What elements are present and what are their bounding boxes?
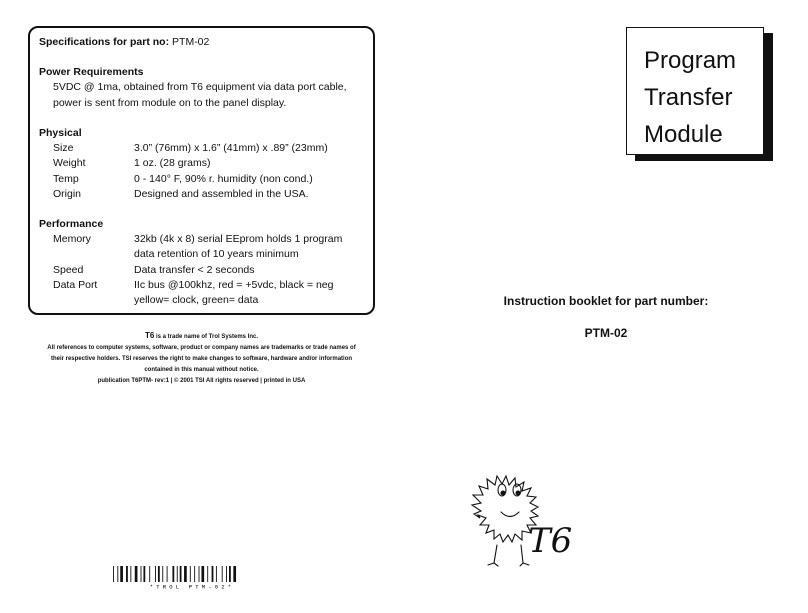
barcode-bar <box>177 566 178 582</box>
barcode-bar <box>155 566 156 582</box>
spec-value: 1 oz. (28 grams) <box>134 157 211 170</box>
spec-key: Memory <box>53 233 91 246</box>
barcode-bar <box>199 566 200 582</box>
barcode <box>112 566 272 590</box>
spec-key: Size <box>53 142 74 154</box>
spec-value: yellow= clock, green= data <box>134 294 259 307</box>
performance-section <box>39 217 373 308</box>
spec-key: Origin <box>53 187 82 200</box>
spec-row <box>39 293 373 308</box>
spec-value: 0 - 140° F, 90% r. humidity (non cond.) <box>134 172 313 185</box>
spec-title <box>39 36 373 48</box>
barcode-bar <box>216 566 217 582</box>
barcode-bar <box>120 566 123 582</box>
mascot-t6-text: T6 <box>528 521 573 561</box>
trademark-text: is a trade name of Trol Systems Inc. <box>154 334 259 340</box>
barcode-bars <box>113 566 236 582</box>
spec-key: Weight <box>53 157 86 170</box>
barcode-bar <box>222 566 223 582</box>
spec-row <box>39 156 373 171</box>
barcode-text: *TROL PTM-02* <box>149 583 235 590</box>
barcode-bar <box>149 566 150 582</box>
trademark-name: T6 <box>144 331 155 340</box>
spec-row <box>39 232 373 247</box>
spec-row <box>39 263 373 278</box>
barcode-bar <box>226 566 227 582</box>
barcode-bar <box>212 566 214 582</box>
publication-line: publication T6PTM- rev:1 | © 2001 TSI All rights reserved | printed in USA <box>97 378 306 384</box>
specifications-box <box>28 26 375 315</box>
barcode-bar <box>207 566 208 582</box>
barcode-bar <box>167 566 168 582</box>
instruction-part-number: PTM-02 <box>584 326 628 340</box>
title-line: Program <box>644 47 737 74</box>
t6-mascot-illustration <box>464 456 582 572</box>
legal-footer <box>28 330 375 387</box>
legal-line: their respective holders. TSI reserves the right to make changes to software, hardware and/or information <box>50 356 353 362</box>
physical-heading: Physical <box>39 127 82 139</box>
barcode-bar <box>158 566 160 582</box>
spec-key <box>39 247 134 262</box>
barcode-bar <box>180 566 182 582</box>
spec-row <box>39 141 373 156</box>
spec-key: Data Port <box>53 279 98 292</box>
spec-key <box>39 293 134 308</box>
barcode-bar <box>184 566 187 582</box>
power-heading: Power Requirements <box>39 66 144 78</box>
spec-key: Speed <box>53 263 84 276</box>
legal-line: contained in this manual without notice. <box>144 367 259 373</box>
spec-key: Temp <box>53 172 79 185</box>
mascot-smile <box>501 512 519 517</box>
barcode-bar <box>172 566 174 582</box>
power-section <box>39 65 373 111</box>
barcode-bar <box>143 566 145 582</box>
spec-title-value: PTM-02 <box>169 36 210 48</box>
spec-value: 3.0” (76mm) x 1.6” (41mm) x .89” (23mm) <box>134 142 328 154</box>
spec-value: IIc bus @100khz, red = +5vdc, black = neg <box>134 279 334 292</box>
performance-heading: Performance <box>39 218 104 231</box>
spec-value: data retention of 10 years minimum <box>134 248 299 261</box>
spec-title-label: Specifications for part no: <box>39 36 170 48</box>
title-box <box>626 27 764 155</box>
spec-value: Designed and assembled in the USA. <box>134 187 309 200</box>
barcode-bar <box>141 566 142 582</box>
title-line: Transfer <box>644 84 733 111</box>
spec-row <box>39 172 373 187</box>
barcode-bar <box>117 566 118 582</box>
spec-value: 32kb (4k x 8) serial EEprom holds 1 program <box>134 233 343 246</box>
physical-section <box>39 126 373 202</box>
barcode-bar <box>135 566 138 582</box>
barcode-bar <box>126 566 128 582</box>
title-line: Module <box>644 121 723 148</box>
barcode-bar <box>229 566 231 582</box>
barcode-bar <box>113 566 114 582</box>
barcode-bar <box>130 566 131 582</box>
power-text: 5VDC @ 1ma, obtained from T6 equipment via data port cable, power is sent from module on to the panel display. <box>53 81 347 109</box>
barcode-bar <box>190 566 191 582</box>
instruction-label: Instruction booklet for part number: <box>503 294 709 308</box>
barcode-bar <box>194 566 195 582</box>
trademark-line <box>28 330 375 343</box>
spec-row <box>39 187 373 202</box>
spec-row <box>39 278 373 293</box>
barcode-bar <box>162 566 163 582</box>
mascot-left-leg <box>488 545 498 566</box>
legal-line: All references to computer systems, software, product or company names are trademarks or trade names of <box>47 345 356 351</box>
barcode-bar <box>201 566 204 582</box>
barcode-bar <box>233 566 236 582</box>
spec-row <box>39 247 373 262</box>
spec-value: Data transfer < 2 seconds <box>134 263 255 276</box>
